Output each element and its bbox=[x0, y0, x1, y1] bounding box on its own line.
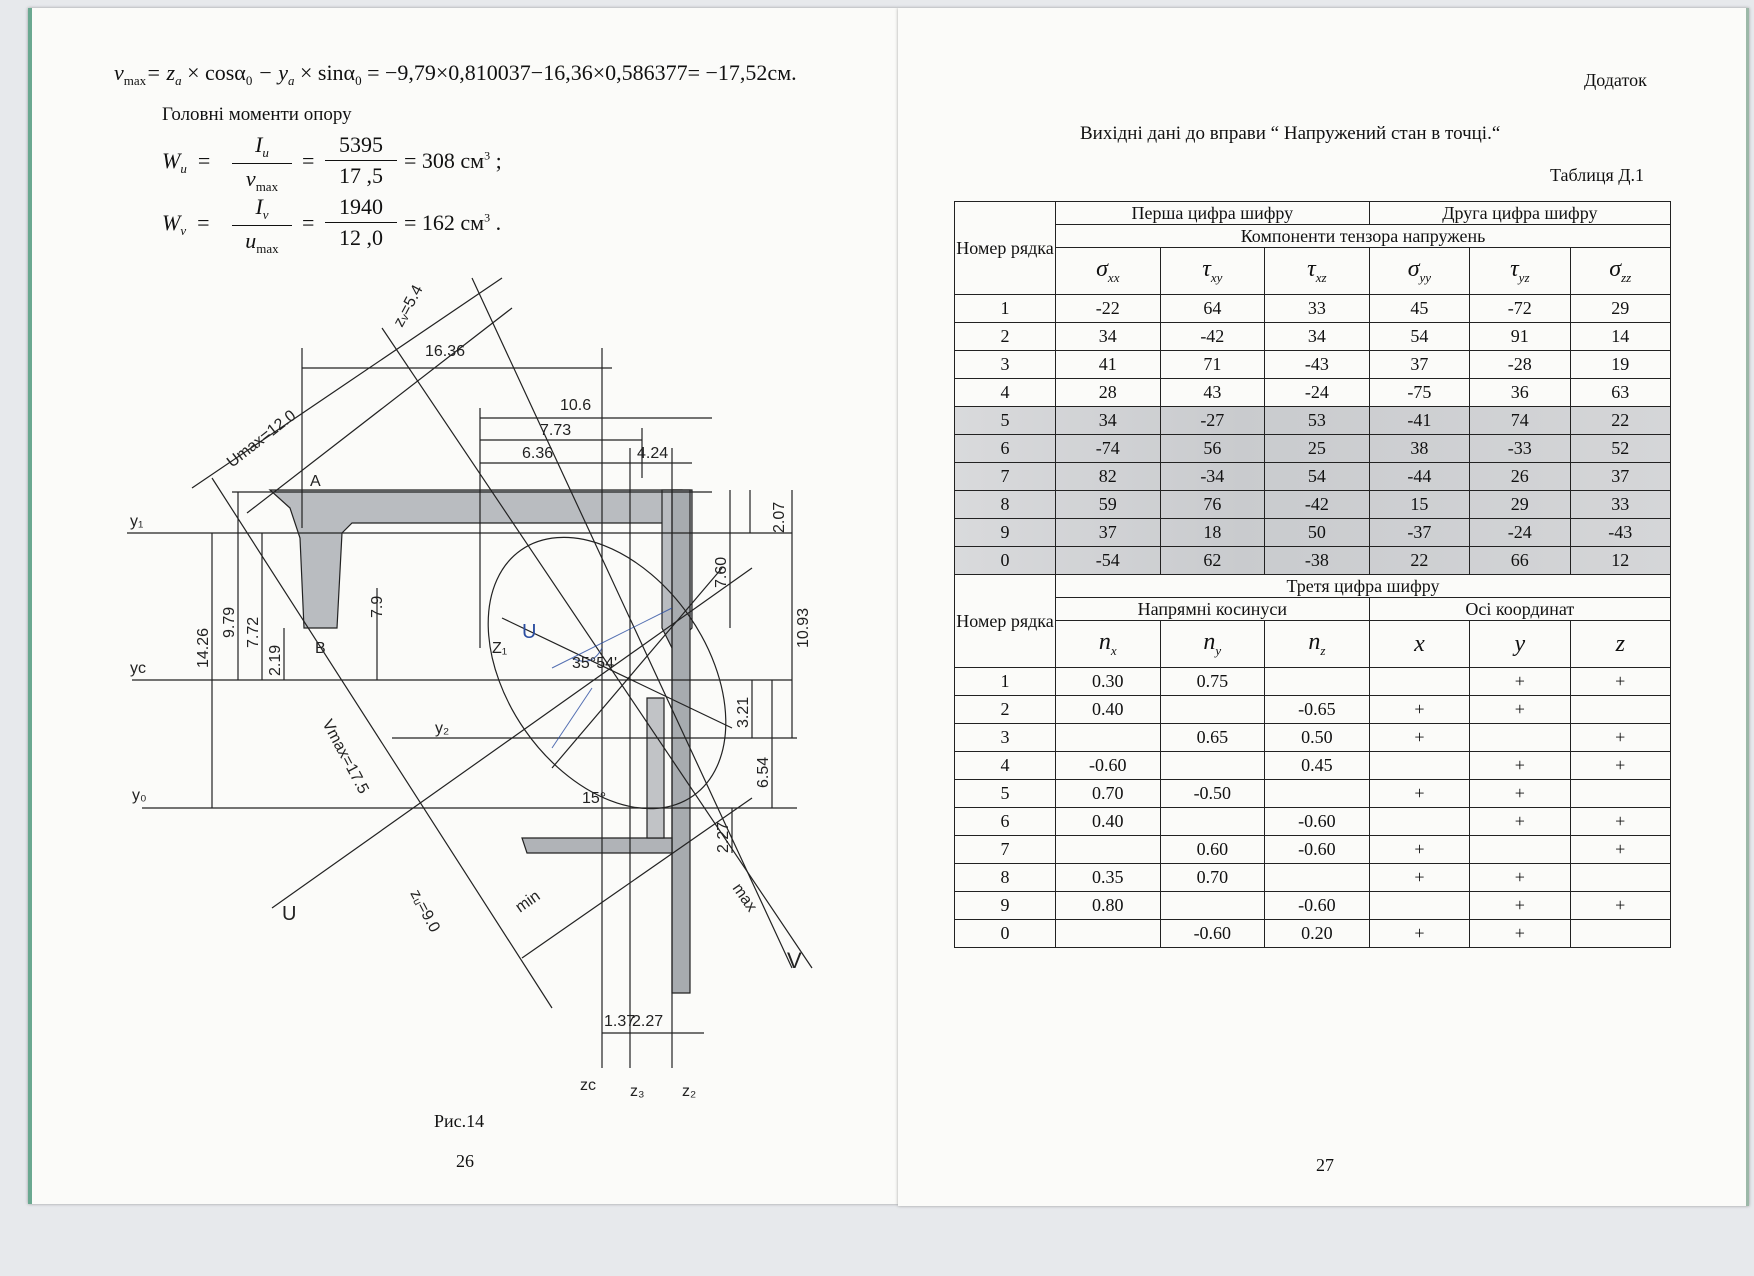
first-digit-header: Перша цифра шифру bbox=[1056, 202, 1370, 225]
table-cell: + bbox=[1369, 780, 1469, 808]
table-cell: + bbox=[1570, 892, 1671, 920]
wv-frac1: $I_v$ $u_{max}$ bbox=[232, 194, 292, 257]
table-cell: 41 bbox=[1056, 351, 1161, 379]
table-cell: -24 bbox=[1470, 519, 1570, 547]
wu-frac2: $\frac{5395}{17 ,5}$ bbox=[325, 132, 397, 189]
table-cell: + bbox=[1470, 808, 1570, 836]
table-cell bbox=[1265, 864, 1370, 892]
table-cell: -0.60 bbox=[1160, 920, 1265, 948]
row-number-cell: 4 bbox=[955, 379, 1056, 407]
third-digit-header: Третя цифра шифру bbox=[1056, 575, 1671, 598]
table-cell bbox=[1265, 668, 1370, 696]
label-zu: zᵤ=9.0 bbox=[406, 886, 443, 936]
table-row bbox=[955, 724, 1671, 752]
col-axis-y: y bbox=[1470, 621, 1570, 668]
row-number-cell: 2 bbox=[955, 323, 1056, 351]
label-10-6: 10.6 bbox=[560, 397, 592, 414]
table-row bbox=[955, 491, 1671, 519]
second-digit-header: Друга цифра шифру bbox=[1369, 202, 1670, 225]
label-min: min bbox=[512, 887, 544, 917]
label-A: A bbox=[310, 473, 321, 490]
table-cell bbox=[1160, 808, 1265, 836]
col-ny: $n_y$ bbox=[1160, 621, 1265, 668]
table-cell: -43 bbox=[1265, 351, 1370, 379]
label-zv: zᵥ=5.4 bbox=[390, 282, 427, 330]
table-cell: + bbox=[1470, 864, 1570, 892]
label-3-21: 3.21 bbox=[735, 696, 752, 728]
row-number-cell: 9 bbox=[955, 519, 1056, 547]
label-vmax: Vmax=17.5 bbox=[318, 716, 372, 797]
table-cell: 28 bbox=[1056, 379, 1161, 407]
table-cell: + bbox=[1570, 836, 1671, 864]
col-tau-xz: $\tau_{xz}$ bbox=[1265, 248, 1370, 295]
table-label: Таблиця Д.1 bbox=[1550, 165, 1645, 185]
table-cell: 62 bbox=[1160, 547, 1265, 575]
table-row bbox=[955, 547, 1671, 575]
table-cell: + bbox=[1570, 752, 1671, 780]
table-cell: -74 bbox=[1056, 435, 1161, 463]
table-cell: -41 bbox=[1369, 407, 1469, 435]
table-row bbox=[955, 892, 1671, 920]
table-cell: -27 bbox=[1160, 407, 1265, 435]
table-cell: -54 bbox=[1056, 547, 1161, 575]
wu-lhs: $W_u$ = bbox=[162, 148, 211, 176]
table-cell bbox=[1570, 696, 1671, 724]
table-cell: 76 bbox=[1160, 491, 1265, 519]
row-number-cell: 6 bbox=[955, 808, 1056, 836]
row-number-cell: 9 bbox=[955, 892, 1056, 920]
table1-body bbox=[955, 295, 1671, 575]
stress-data-table bbox=[954, 201, 1671, 948]
table-cell: 0.80 bbox=[1056, 892, 1161, 920]
table-cell: 26 bbox=[1470, 463, 1570, 491]
label-6-36: 6.36 bbox=[522, 445, 554, 462]
table-cell: 71 bbox=[1160, 351, 1265, 379]
table-row bbox=[955, 379, 1671, 407]
label-15deg: 15° bbox=[582, 790, 607, 807]
table-cell bbox=[1056, 836, 1161, 864]
wv-result: = 162 $см^3$ . bbox=[404, 210, 502, 235]
table-cell bbox=[1160, 696, 1265, 724]
label-16-36: 16.36 bbox=[425, 343, 466, 360]
label-10-93: 10.93 bbox=[795, 607, 812, 648]
row-number-cell: 5 bbox=[955, 780, 1056, 808]
table-cell: 0.70 bbox=[1160, 864, 1265, 892]
label-angle: 35°54' bbox=[572, 655, 618, 672]
table-cell: 74 bbox=[1470, 407, 1570, 435]
table-row bbox=[955, 463, 1671, 491]
table-row bbox=[955, 920, 1671, 948]
row-number-cell: 8 bbox=[955, 491, 1056, 519]
wu-frac1: $I_u$ $v_{max}$ bbox=[232, 132, 292, 195]
label-U-axis: U bbox=[282, 903, 297, 925]
table2-symbol-row bbox=[955, 621, 1671, 668]
row-number-cell: 7 bbox=[955, 836, 1056, 864]
table-cell: 18 bbox=[1160, 519, 1265, 547]
table-cell: 0.50 bbox=[1265, 724, 1370, 752]
table-cell: -0.50 bbox=[1160, 780, 1265, 808]
label-7-72: 7.72 bbox=[245, 616, 262, 648]
col-tau-xy: $\tau_{xy}$ bbox=[1160, 248, 1265, 295]
appendix-title: Вихідні дані до вправи “ Напружений стан в точці.“ bbox=[1080, 123, 1501, 144]
table-row bbox=[955, 752, 1671, 780]
table-cell: -44 bbox=[1369, 463, 1469, 491]
table-row bbox=[955, 696, 1671, 724]
col-nx: $n_x$ bbox=[1056, 621, 1161, 668]
table-cell: + bbox=[1369, 836, 1469, 864]
table-cell: 33 bbox=[1265, 295, 1370, 323]
table-cell: 0.65 bbox=[1160, 724, 1265, 752]
table1-symbol-row bbox=[955, 248, 1671, 295]
label-9-79: 9.79 bbox=[221, 606, 238, 638]
table-cell: 0.40 bbox=[1056, 808, 1161, 836]
table-cell: + bbox=[1570, 668, 1671, 696]
table-cell: 0.70 bbox=[1056, 780, 1161, 808]
row-number-cell: 4 bbox=[955, 752, 1056, 780]
table-cell: 54 bbox=[1265, 463, 1370, 491]
table-cell bbox=[1369, 808, 1469, 836]
label-2-07: 2.07 bbox=[771, 501, 788, 533]
table-cell: -38 bbox=[1265, 547, 1370, 575]
table-cell: + bbox=[1570, 808, 1671, 836]
table-cell: 38 bbox=[1369, 435, 1469, 463]
row-number-cell: 7 bbox=[955, 463, 1056, 491]
table-cell: 0.35 bbox=[1056, 864, 1161, 892]
table-cell: 56 bbox=[1160, 435, 1265, 463]
label-6-54: 6.54 bbox=[755, 756, 772, 788]
table-cell: 12 bbox=[1570, 547, 1671, 575]
table-cell: + bbox=[1570, 724, 1671, 752]
table-cell: -0.60 bbox=[1265, 808, 1370, 836]
table-cell: + bbox=[1369, 920, 1469, 948]
table-cell: -0.60 bbox=[1265, 836, 1370, 864]
table-cell: -34 bbox=[1160, 463, 1265, 491]
label-umax: Umax=12.0 bbox=[223, 407, 300, 472]
row-number-cell: 8 bbox=[955, 864, 1056, 892]
figure-caption: Рис.14 bbox=[434, 1111, 485, 1131]
row-number-cell: 3 bbox=[955, 351, 1056, 379]
table-cell: 0.75 bbox=[1160, 668, 1265, 696]
col-tau-yz: $\tau_{yz}$ bbox=[1470, 248, 1570, 295]
table-cell bbox=[1160, 892, 1265, 920]
table-row bbox=[955, 808, 1671, 836]
table-cell: 59 bbox=[1056, 491, 1161, 519]
table-cell bbox=[1369, 892, 1469, 920]
right-page bbox=[898, 8, 1749, 1206]
col-sigma-yy: $\sigma_{yy}$ bbox=[1369, 248, 1469, 295]
row-number-cell: 0 bbox=[955, 547, 1056, 575]
col-axis-z: z bbox=[1570, 621, 1671, 668]
table-row bbox=[955, 435, 1671, 463]
table-row bbox=[955, 864, 1671, 892]
table-cell bbox=[1056, 920, 1161, 948]
left-page: $v_{max}= z_a \times \cos\alpha_0 - y_a \times \sin\alpha_0 = -9,79\times 0,810037-16,36\times 0,586377= -17,52см$. Головні моменти опору $W_u$ = $I_u$ $v_{max}$ = $\frac{5395}{17 ,5}$ = 308 $см^3$ ; $W_v$ = $I_v$ $u_{max}$ = $\frac{1940}{12 ,0}$ = 162 $см^3$ . zᵥ=5.4 16.36 Umax=12.0 10.6 7.73 6.36 4.24 A B y₁ yᴄ y₂ y₀ 14.26 9.79 7.72 2.19 7.9 Z₁ U 35°54' Vmax=17.5 15° zᵤ=9.0 U min max V 2.07 7.60 10.93 3.21 6.54 2.27 1.37 2.27 zᴄ z₃ z₂ Рис.14 26 bbox=[28, 8, 898, 1204]
table-cell: 0.40 bbox=[1056, 696, 1161, 724]
table-cell: -75 bbox=[1369, 379, 1469, 407]
table-cell: 66 bbox=[1470, 547, 1570, 575]
table-cell: 34 bbox=[1265, 323, 1370, 351]
table-cell: 36 bbox=[1470, 379, 1570, 407]
table-row bbox=[955, 668, 1671, 696]
table-cell: + bbox=[1470, 696, 1570, 724]
page-number-right: 27 bbox=[1316, 1155, 1334, 1175]
table-row bbox=[955, 780, 1671, 808]
table-cell: 29 bbox=[1570, 295, 1671, 323]
table-cell: + bbox=[1470, 892, 1570, 920]
label-14-26: 14.26 bbox=[195, 627, 212, 668]
label-U: U bbox=[522, 621, 537, 643]
table-cell: 91 bbox=[1470, 323, 1570, 351]
label-y0: y₀ bbox=[132, 787, 147, 804]
label-z3: z₃ bbox=[630, 1083, 645, 1100]
wu-result: = 308 $см^3$ ; bbox=[404, 148, 502, 173]
table-cell: 34 bbox=[1056, 323, 1161, 351]
table-cell: 82 bbox=[1056, 463, 1161, 491]
table-row bbox=[955, 836, 1671, 864]
label-B: B bbox=[315, 640, 326, 657]
row-number-cell: 3 bbox=[955, 724, 1056, 752]
table-cell: + bbox=[1470, 668, 1570, 696]
table-cell: 0.30 bbox=[1056, 668, 1161, 696]
table-cell: + bbox=[1470, 780, 1570, 808]
table-cell bbox=[1570, 864, 1671, 892]
label-y1: y₁ bbox=[130, 513, 144, 530]
label-yc: yᴄ bbox=[130, 660, 146, 677]
table-cell: + bbox=[1369, 864, 1469, 892]
table-cell: 19 bbox=[1570, 351, 1671, 379]
row-number-cell: 2 bbox=[955, 696, 1056, 724]
table-cell: 15 bbox=[1369, 491, 1469, 519]
label-max: max bbox=[728, 880, 760, 916]
table-cell: 25 bbox=[1265, 435, 1370, 463]
label-2-19: 2.19 bbox=[267, 644, 284, 676]
table-cell: -0.60 bbox=[1265, 892, 1370, 920]
figure-14-drawing bbox=[32, 8, 898, 1158]
label-zc: zᴄ bbox=[580, 1077, 596, 1094]
table-cell bbox=[1570, 920, 1671, 948]
table-cell bbox=[1265, 780, 1370, 808]
table-row bbox=[955, 519, 1671, 547]
label-V: V bbox=[787, 948, 802, 973]
table-cell: + bbox=[1369, 696, 1469, 724]
table-cell: -22 bbox=[1056, 295, 1161, 323]
table2-body bbox=[955, 668, 1671, 948]
coordinate-axes-header: Осі координат bbox=[1369, 598, 1670, 621]
table-cell: -0.65 bbox=[1265, 696, 1370, 724]
table-cell: 64 bbox=[1160, 295, 1265, 323]
tensor-components-header: Компоненти тензора напружень bbox=[1056, 225, 1671, 248]
table-cell: 33 bbox=[1570, 491, 1671, 519]
label-7-73: 7.73 bbox=[540, 422, 572, 439]
table-cell: 0.60 bbox=[1160, 836, 1265, 864]
row-number-cell: 5 bbox=[955, 407, 1056, 435]
heading-moments: Головні моменти опору bbox=[162, 104, 352, 125]
col-nz: $n_z$ bbox=[1265, 621, 1370, 668]
table-cell bbox=[1470, 724, 1570, 752]
table-cell: 53 bbox=[1265, 407, 1370, 435]
table-row bbox=[955, 351, 1671, 379]
label-7-60: 7.60 bbox=[713, 556, 730, 588]
row-number-header-2: Номер рядка bbox=[955, 575, 1056, 668]
table-cell: + bbox=[1470, 920, 1570, 948]
row-number-header-1: Номер рядка bbox=[955, 202, 1056, 295]
table-cell: + bbox=[1470, 752, 1570, 780]
table-cell: 43 bbox=[1160, 379, 1265, 407]
table-row bbox=[955, 407, 1671, 435]
table-cell: -33 bbox=[1470, 435, 1570, 463]
table-cell: -37 bbox=[1369, 519, 1469, 547]
appendix-label: Додаток bbox=[1584, 70, 1647, 90]
wv-lhs: $W_v$ = bbox=[162, 210, 210, 238]
table-cell: 37 bbox=[1056, 519, 1161, 547]
row-number-cell: 0 bbox=[955, 920, 1056, 948]
label-4-24: 4.24 bbox=[637, 445, 669, 462]
table-cell bbox=[1369, 668, 1469, 696]
table-cell: -0.60 bbox=[1056, 752, 1161, 780]
direction-cosines-header: Напрямні косинуси bbox=[1056, 598, 1370, 621]
table-cell: -28 bbox=[1470, 351, 1570, 379]
table-cell: 54 bbox=[1369, 323, 1469, 351]
table-cell: 37 bbox=[1369, 351, 1469, 379]
label-2-27-right: 2.27 bbox=[715, 821, 732, 853]
table-cell: -72 bbox=[1470, 295, 1570, 323]
inertia-ellipse bbox=[439, 493, 775, 853]
table-cell: + bbox=[1369, 724, 1469, 752]
formula-vmax: $v_{max}= z_a \times \cos\alpha_0 - y_a \times \sin\alpha_0 = -9,79\times 0,810037-16,36\times 0,586377= -17,52см$. bbox=[114, 60, 797, 88]
table-cell bbox=[1470, 836, 1570, 864]
table-cell: 29 bbox=[1470, 491, 1570, 519]
table-cell: 22 bbox=[1369, 547, 1469, 575]
table-row bbox=[955, 295, 1671, 323]
col-sigma-zz: $\sigma_{zz}$ bbox=[1570, 248, 1671, 295]
label-y2: y₂ bbox=[435, 720, 450, 737]
col-axis-x: x bbox=[1369, 621, 1469, 668]
table-cell: -43 bbox=[1570, 519, 1671, 547]
table-cell: 37 bbox=[1570, 463, 1671, 491]
table-cell: 0.20 bbox=[1265, 920, 1370, 948]
label-z1: Z₁ bbox=[492, 640, 508, 657]
table-cell: -42 bbox=[1265, 491, 1370, 519]
col-sigma-xx: $\sigma_{xx}$ bbox=[1056, 248, 1161, 295]
table-row bbox=[955, 323, 1671, 351]
table-cell: 50 bbox=[1265, 519, 1370, 547]
page-number-left: 26 bbox=[456, 1151, 474, 1171]
channel-profile bbox=[270, 490, 682, 628]
table-cell: 45 bbox=[1369, 295, 1469, 323]
table-cell bbox=[1160, 752, 1265, 780]
label-7-9: 7.9 bbox=[369, 595, 386, 618]
label-2-27-bottom: 2.27 bbox=[632, 1013, 664, 1030]
row-number-cell: 1 bbox=[955, 668, 1056, 696]
row-number-cell: 1 bbox=[955, 295, 1056, 323]
table-cell: 14 bbox=[1570, 323, 1671, 351]
row-number-cell: 6 bbox=[955, 435, 1056, 463]
table-cell bbox=[1056, 724, 1161, 752]
wv-frac2: $\frac{1940}{12 ,0}$ bbox=[325, 194, 397, 251]
table-cell bbox=[1369, 752, 1469, 780]
table-cell: -24 bbox=[1265, 379, 1370, 407]
table-cell: 0.45 bbox=[1265, 752, 1370, 780]
table-cell bbox=[1570, 780, 1671, 808]
label-z2: z₂ bbox=[682, 1083, 697, 1100]
table-cell: 52 bbox=[1570, 435, 1671, 463]
table-cell: 34 bbox=[1056, 407, 1161, 435]
table-cell: -42 bbox=[1160, 323, 1265, 351]
label-1-37: 1.37 bbox=[604, 1013, 636, 1030]
table-cell: 22 bbox=[1570, 407, 1671, 435]
table-cell: 63 bbox=[1570, 379, 1671, 407]
